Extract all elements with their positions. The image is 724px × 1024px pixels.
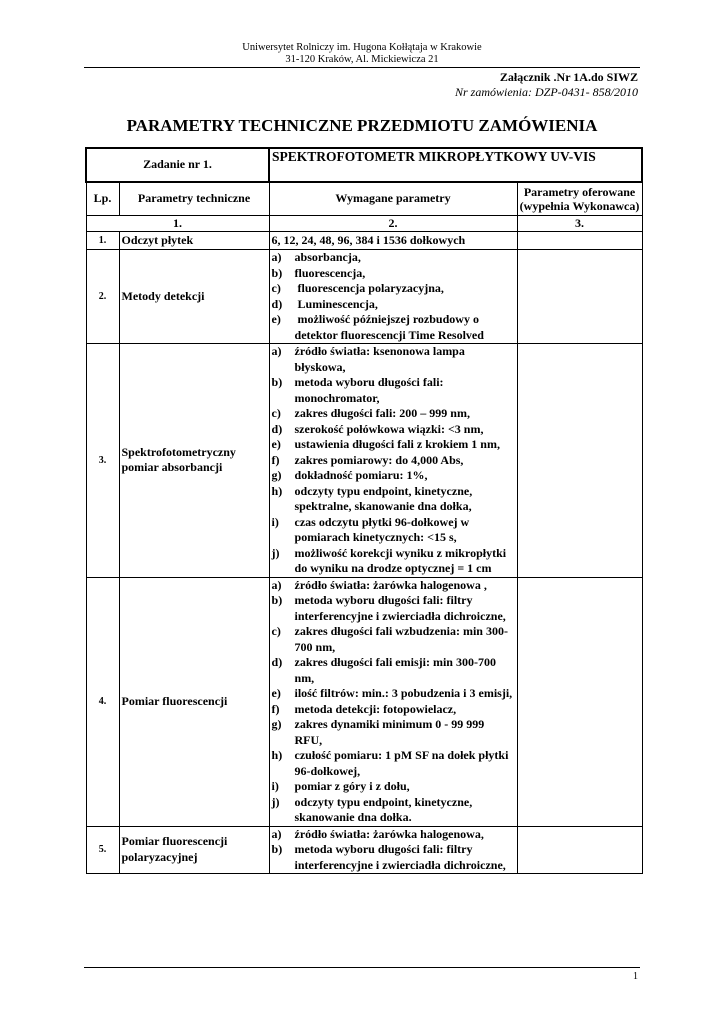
param-name: Spektrofotometryczny pomiar absorbancji	[119, 344, 269, 578]
item-letter: g)	[271, 717, 282, 731]
requirement-item	[272, 748, 515, 779]
item-letter: a)	[271, 344, 282, 358]
row-number: 2.	[86, 250, 119, 344]
table-row	[86, 577, 642, 826]
row-number: 1.	[86, 232, 119, 250]
item-text: źródło światła: ksenonowa lampa błyskowa,	[294, 344, 465, 374]
item-text: czas odczytu płytki 96-dołkowej w pomiarach kinetycznych: <15 s,	[294, 514, 470, 544]
row-number: 3.	[86, 344, 119, 578]
item-letter: a)	[271, 250, 282, 264]
item-text: źródło światła: żarówka halogenowa,	[294, 826, 484, 841]
requirement-item	[272, 655, 515, 686]
item-letter: c)	[271, 406, 281, 420]
offered-cell	[517, 826, 642, 874]
item-letter: b)	[271, 265, 283, 280]
table-row	[86, 232, 642, 250]
offered-cell	[517, 250, 642, 344]
requirement-item	[272, 297, 515, 313]
item-text: odczyty typu endpoint, kinetyczne, spektralne, skanowanie dna dołka,	[294, 483, 473, 513]
footer-rule	[84, 967, 640, 968]
page-title: PARAMETRY TECHNICZNE PRZEDMIOTU ZAMÓWIENIA	[126, 116, 598, 135]
header-rule	[84, 67, 640, 68]
item-text: fluorescencja polaryzacyjna,	[294, 281, 444, 295]
order-number: Nr zamówienia: DZP-0431- 858/2010	[455, 85, 638, 99]
offered-cell	[517, 344, 642, 578]
university-address: 31-120 Kraków, Al. Mickiewicza 21	[285, 54, 439, 65]
task-cell	[86, 148, 269, 182]
item-letter: b)	[271, 842, 283, 856]
param-name: Odczyt płytek	[119, 232, 269, 250]
offered-cell	[517, 232, 642, 250]
item-letter: e)	[271, 312, 281, 326]
item-letter: d)	[271, 296, 283, 311]
requirement-item	[272, 375, 515, 406]
subject-label: SPEKTROFOTOMETR MIKROPŁYTKOWY UV-VIS	[272, 149, 596, 164]
col-number-3: 3.	[517, 215, 642, 232]
col-offered: Parametry oferowane (wypełnia Wykonawca)	[517, 182, 642, 215]
param-name: Metody detekcji	[119, 250, 269, 344]
item-text: ilość filtrów: min.: 3 pobudzenia i 3 emisji,	[294, 686, 513, 700]
item-letter: j)	[271, 794, 280, 809]
item-text: dokładność pomiaru: 1%,	[294, 468, 428, 482]
required-value: 6, 12, 24, 48, 96, 384 i 1536 dołkowych	[269, 232, 517, 250]
requirement-item	[272, 281, 515, 297]
item-letter: j)	[271, 545, 280, 560]
item-letter: h)	[271, 748, 283, 762]
row-number: 5.	[86, 826, 119, 874]
item-letter: g)	[271, 468, 282, 482]
requirement-item	[272, 779, 515, 795]
item-text: zakres dynamiki minimum 0 - 99 999 RFU,	[294, 717, 485, 747]
requirement-item	[272, 422, 515, 438]
item-text: odczyty typu endpoint, kinetyczne, skanowanie dna dołka.	[294, 794, 473, 824]
item-text: szerokość połówkowa wiązki: <3 nm,	[294, 421, 484, 436]
item-letter: e)	[271, 686, 281, 700]
item-letter: a)	[271, 577, 282, 592]
item-text: ustawienia długości fali z krokiem 1 nm,	[294, 437, 500, 451]
param-name: Pomiar fluorescencji polaryzacyjnej	[119, 826, 269, 874]
table-row	[86, 826, 642, 874]
requirement-item	[272, 312, 515, 343]
requirement-item	[272, 406, 515, 422]
item-text: źródło światła: żarówka halogenowa ,	[294, 577, 487, 592]
spec-table	[85, 147, 643, 874]
item-letter: h)	[271, 483, 283, 498]
requirement-item	[272, 468, 515, 484]
item-text: możliwość korekcji wyniku z mikropłytki do wyniku na drodze optycznej = 1 cm	[294, 545, 507, 575]
item-letter: i)	[271, 514, 279, 529]
item-text: zakres długości fali emisji: min 300-700 nm,	[294, 655, 496, 685]
param-name: Pomiar fluorescencji	[119, 577, 269, 826]
column-header-row	[86, 182, 642, 215]
requirement-item	[272, 578, 515, 594]
requirement-item	[272, 515, 515, 546]
item-letter: f)	[271, 452, 280, 467]
requirement-item	[272, 437, 515, 453]
item-letter: c)	[271, 624, 281, 638]
requirement-item	[272, 624, 515, 655]
required-list-cell	[269, 826, 517, 874]
requirement-item	[272, 702, 515, 718]
col-lp: Lp.	[86, 182, 119, 215]
row-number: 4.	[86, 577, 119, 826]
item-letter: c)	[271, 281, 281, 295]
requirement-item	[272, 250, 515, 266]
item-text: pomiar z góry i z dołu,	[294, 779, 410, 793]
item-letter: d)	[271, 421, 283, 436]
requirements-list	[272, 250, 515, 343]
required-list-cell	[269, 344, 517, 578]
requirement-item	[272, 593, 515, 624]
item-letter: a)	[271, 826, 282, 841]
page-number: 1	[633, 971, 638, 982]
item-text: metoda wyboru długości fali: monochromator,	[294, 375, 444, 405]
item-text: absorbancja,	[294, 250, 361, 264]
task-row	[86, 148, 642, 182]
col-number-2: 2.	[269, 215, 517, 232]
item-text: możliwość późniejszej rozbudowy o detektor fluorescencji Time Resolved	[294, 312, 484, 342]
requirements-list	[272, 344, 515, 577]
item-text: Luminescencja,	[294, 296, 378, 311]
requirement-item	[272, 827, 515, 843]
subject-cell	[269, 148, 642, 182]
requirement-item	[272, 842, 515, 873]
required-list-cell	[269, 250, 517, 344]
requirement-item	[272, 546, 515, 577]
col-params: Parametry techniczne	[119, 182, 269, 215]
requirements-list	[272, 578, 515, 826]
item-text: zakres pomiarowy: do 4,000 Abs,	[294, 452, 464, 467]
item-text: metoda detekcji: fotopowielacz,	[294, 701, 457, 716]
item-letter: i)	[271, 779, 279, 793]
requirement-item	[272, 344, 515, 375]
item-letter: b)	[271, 593, 283, 607]
university-name: Uniwersytet Rolniczy im. Hugona Kołłątaja w Krakowie	[242, 42, 482, 53]
item-text: zakres długości fali: 200 – 999 nm,	[294, 406, 470, 420]
item-letter: f)	[271, 701, 280, 716]
col-required: Wymagane parametry	[269, 182, 517, 215]
requirement-item	[272, 453, 515, 469]
task-label: Zadanie nr 1.	[143, 157, 212, 172]
item-text: zakres długości fali wzbudzenia: min 300-700 nm,	[294, 624, 508, 654]
item-letter: b)	[271, 375, 283, 389]
item-text: metoda wyboru długości fali: filtry interferencyjne i zwierciadła dichroiczne,	[294, 593, 506, 623]
item-text: czułość pomiaru: 1 pM SF na dołek płytki 96-dołkowej,	[294, 748, 509, 778]
col-number-1: 1.	[86, 215, 269, 232]
annex-label: Załącznik .Nr 1A.do SIWZ	[499, 70, 638, 84]
item-text: fluorescencja,	[294, 265, 366, 280]
column-number-row	[86, 215, 642, 232]
requirement-item	[272, 717, 515, 748]
requirements-list	[272, 827, 515, 874]
requirement-item	[272, 795, 515, 826]
item-letter: e)	[271, 437, 281, 451]
offered-cell	[517, 577, 642, 826]
item-letter: d)	[271, 655, 283, 669]
requirement-item	[272, 484, 515, 515]
table-row	[86, 250, 642, 344]
item-text: metoda wyboru długości fali: filtry interferencyjne i zwierciadła dichroiczne,	[294, 842, 506, 872]
table-row	[86, 344, 642, 578]
requirement-item	[272, 686, 515, 702]
required-list-cell	[269, 577, 517, 826]
requirement-item	[272, 266, 515, 282]
